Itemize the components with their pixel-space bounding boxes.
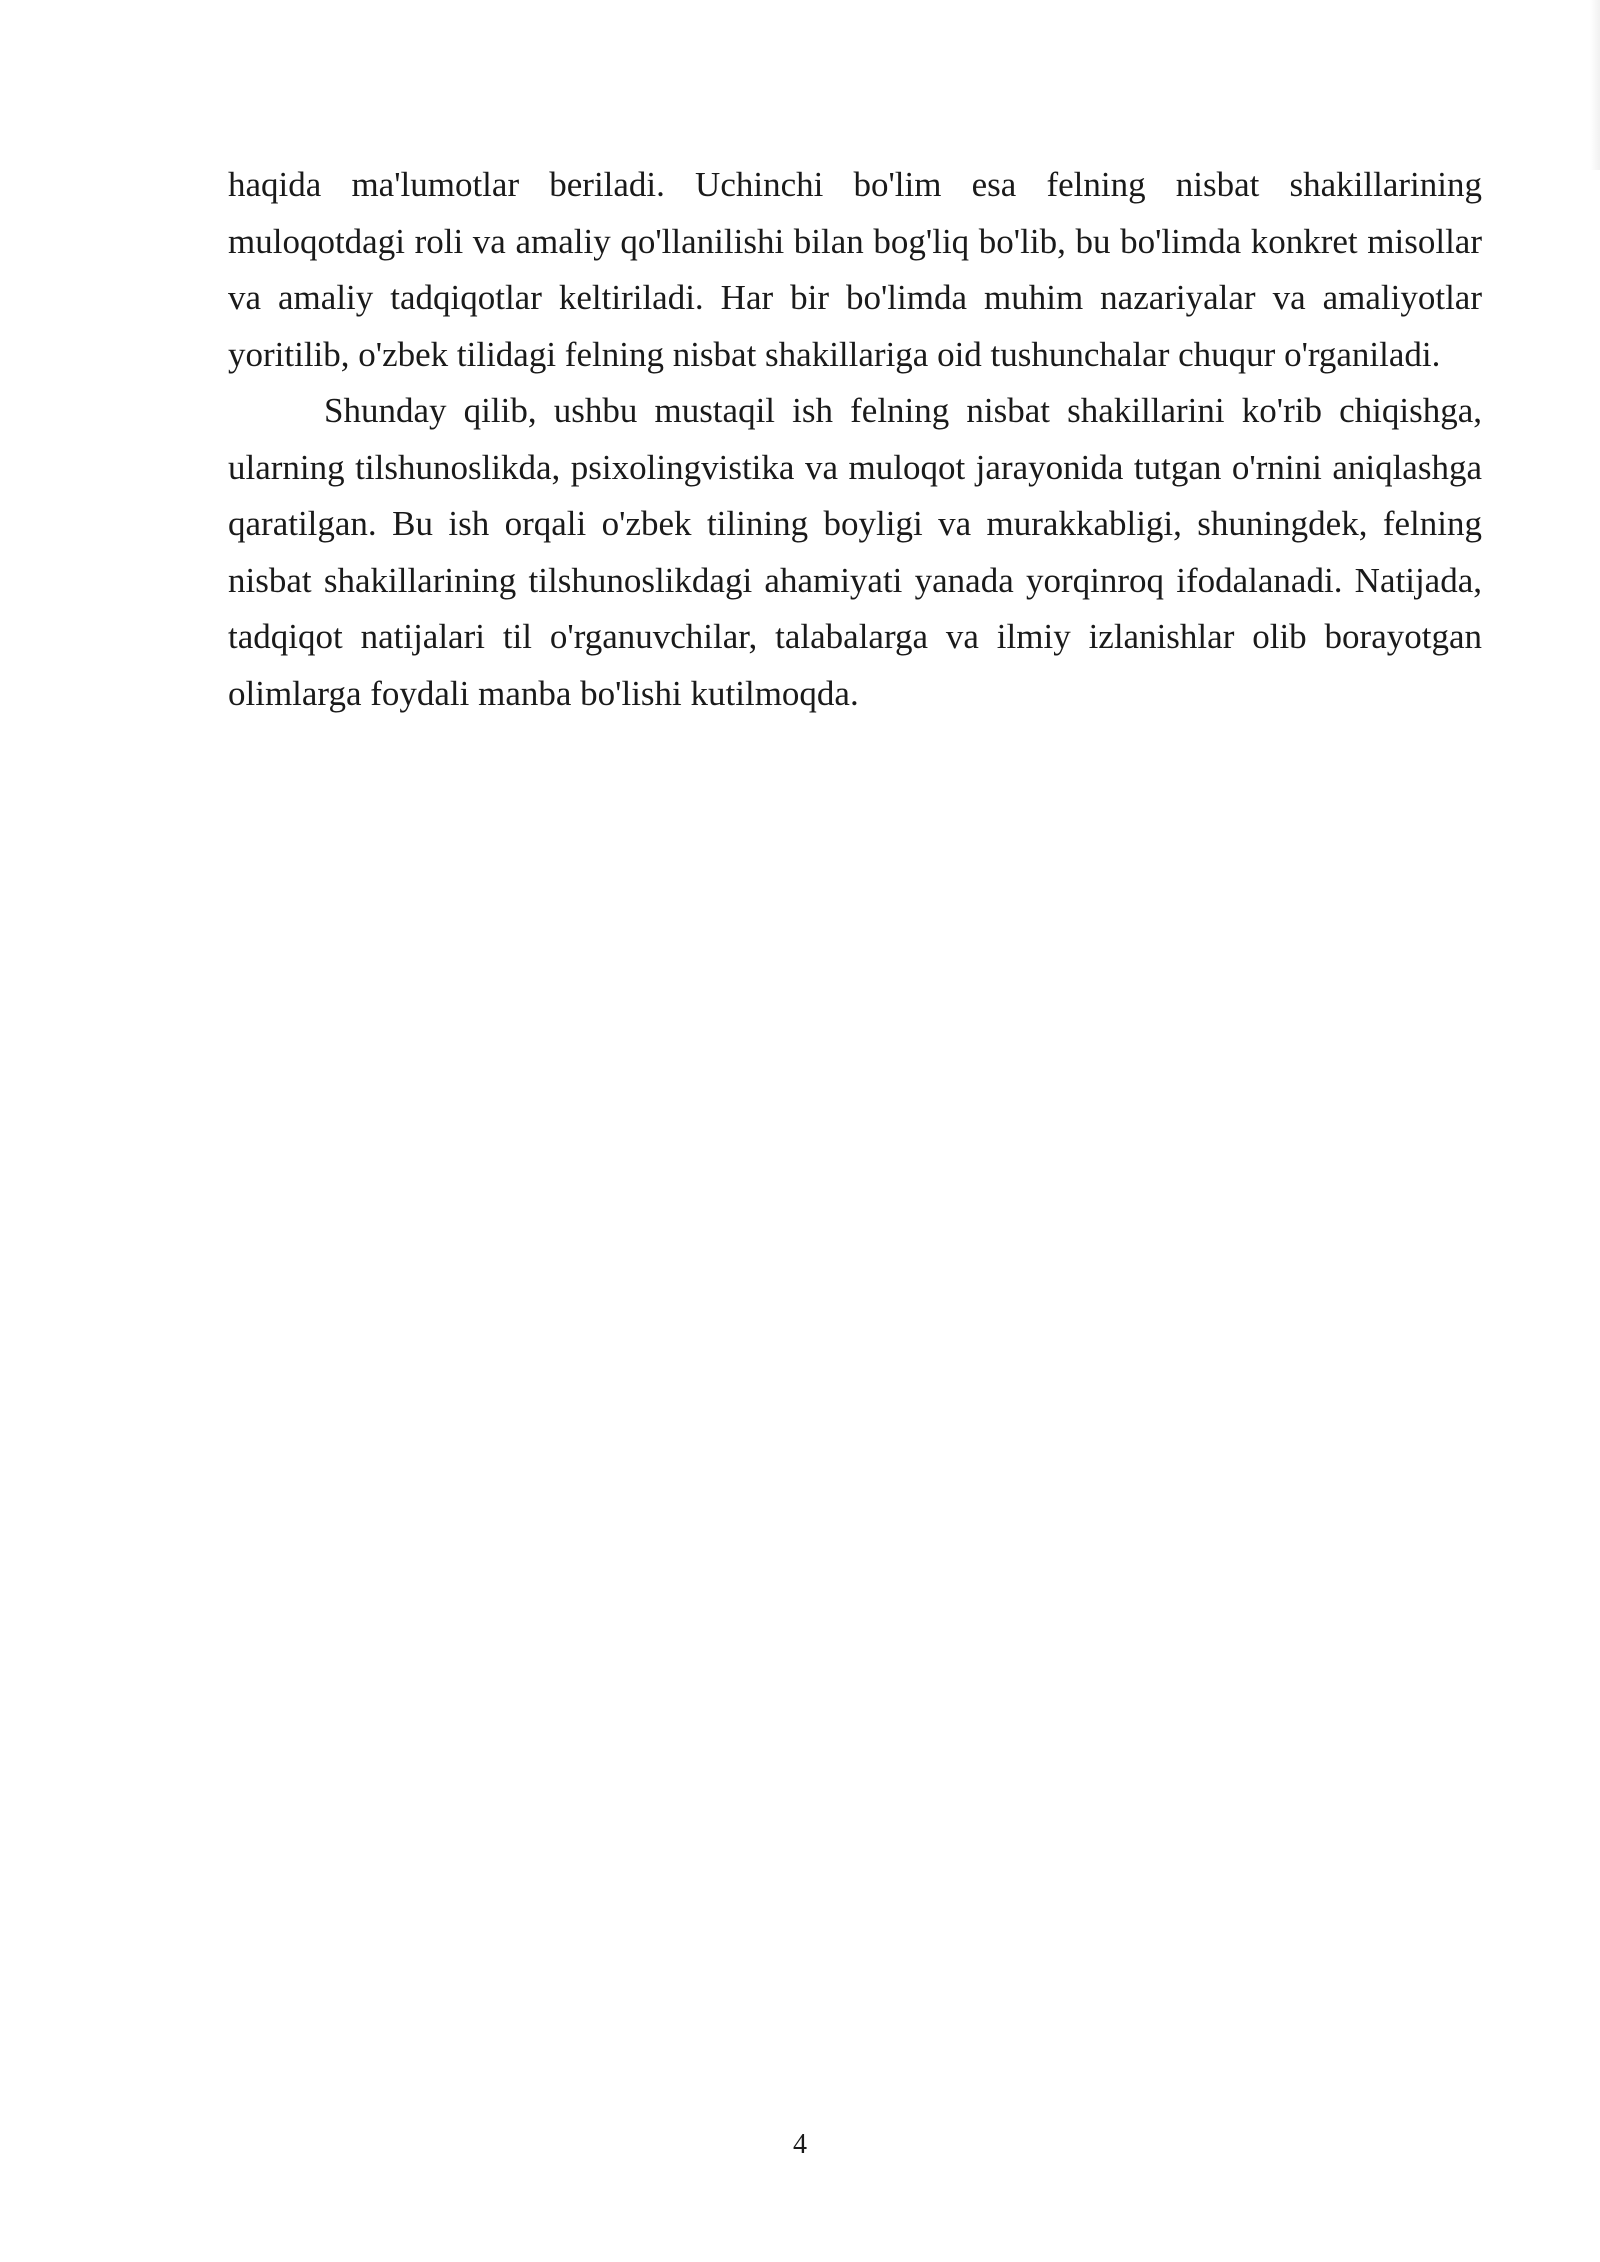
body-text xyxy=(228,157,1482,722)
page-number: 4 xyxy=(793,2129,807,2160)
paragraph-continuation: haqida ma'lumotlar beriladi. Uchinchi bo'lim esa felning nisbat shakillarining muloqotdagi roli va amaliy qo'llanilishi bilan bog'liq bo'lib, bu bo'limda konkret misollar va amaliy tadqiqotlar keltiriladi. Har bir bo'limda muhim nazariyalar va amaliyotlar yoritilib, o'zbek tilidagi felning nisbat shakillariga oid tushunchalar chuqur o'rganiladi. xyxy=(228,165,1482,374)
page-edge-shadow xyxy=(1590,0,1600,170)
paragraph-conclusion: Shunday qilib, ushbu mustaqil ish felning nisbat shakillarini ko'rib chiqishga, ularning tilshunoslikda, psixolingvistika va muloqot jarayonida tutgan o'rnini aniqlashga qaratilgan. Bu ish orqali o'zbek tilining boyligi va murakkabligi, shuningdek, felning nisbat shakillarining tilshunoslikdagi ahamiyati yanada yorqinroq ifodalanadi. Natijada, tadqiqot natijalari til o'rganuvchilar, talabalarga va ilmiy izlanishlar olib borayotgan olimlarga foydali manba bo'lishi kutilmoqda. xyxy=(228,391,1482,713)
